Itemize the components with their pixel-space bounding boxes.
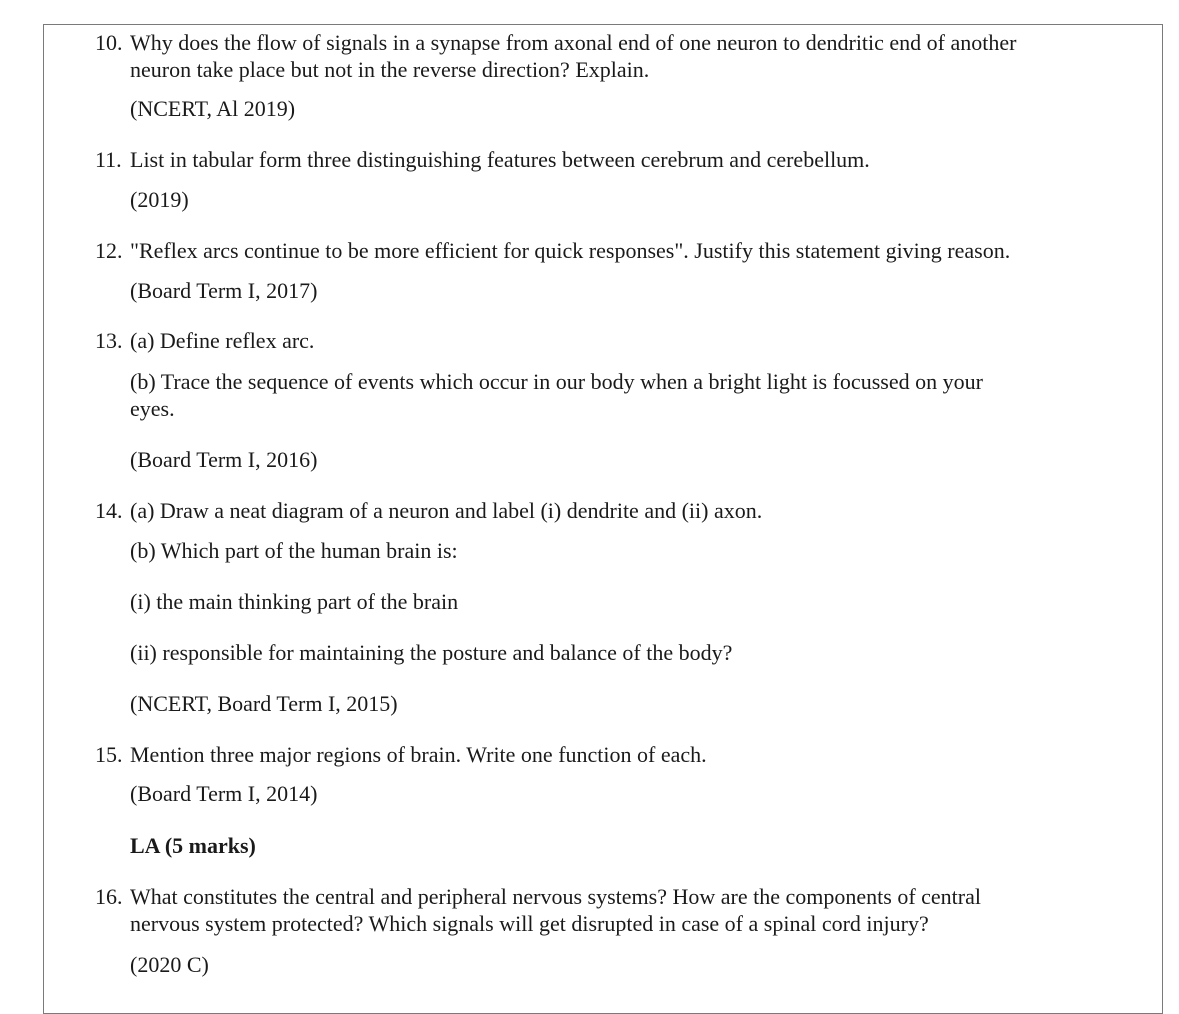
question-13-number: 13. xyxy=(95,328,123,353)
question-12-source: (Board Term I, 2017) xyxy=(130,278,318,303)
question-16-number: 16. xyxy=(95,884,123,909)
section-heading-la: LA (5 marks) xyxy=(130,833,256,858)
question-13-source: (Board Term I, 2016) xyxy=(130,447,318,472)
question-14-number: 14. xyxy=(95,498,123,523)
question-14-part-b: (b) Which part of the human brain is: xyxy=(130,538,458,563)
question-10-text-line1: Why does the flow of signals in a synapse from axonal end of one neuron to dendritic end of another xyxy=(130,30,1017,55)
question-15-text: Mention three major regions of brain. Write one function of each. xyxy=(130,742,707,767)
question-10-text-line2: neuron take place but not in the reverse direction? Explain. xyxy=(130,57,650,82)
question-10-number: 10. xyxy=(95,30,123,55)
question-12-number: 12. xyxy=(95,238,123,263)
question-15-source: (Board Term I, 2014) xyxy=(130,781,318,806)
question-12-text: "Reflex arcs continue to be more efficient for quick responses". Justify this statement giving reason. xyxy=(130,238,1011,263)
question-14-source: (NCERT, Board Term I, 2015) xyxy=(130,691,398,716)
question-14-part-b-i: (i) the main thinking part of the brain xyxy=(130,589,459,614)
question-16-text-line2: nervous system protected? Which signals will get disrupted in case of a spinal cord injury? xyxy=(130,911,929,936)
question-11-text: List in tabular form three distinguishing features between cerebrum and cerebellum. xyxy=(130,147,870,172)
question-11-source: (2019) xyxy=(130,187,189,212)
question-13-part-b-line2: eyes. xyxy=(130,396,175,421)
question-15-number: 15. xyxy=(95,742,123,767)
question-13-part-a: (a) Define reflex arc. xyxy=(130,328,315,353)
question-11-number: 11. xyxy=(95,147,122,172)
question-14-part-a: (a) Draw a neat diagram of a neuron and label (i) dendrite and (ii) axon. xyxy=(130,498,763,523)
question-13-part-b-line1: (b) Trace the sequence of events which occur in our body when a bright light is focussed on your xyxy=(130,369,983,394)
question-16-text-line1: What constitutes the central and peripheral nervous systems? How are the components of central xyxy=(130,884,981,909)
question-10-source: (NCERT, Al 2019) xyxy=(130,96,296,121)
question-14-part-b-ii: (ii) responsible for maintaining the posture and balance of the body? xyxy=(130,640,733,665)
question-16-source: (2020 C) xyxy=(130,952,209,977)
